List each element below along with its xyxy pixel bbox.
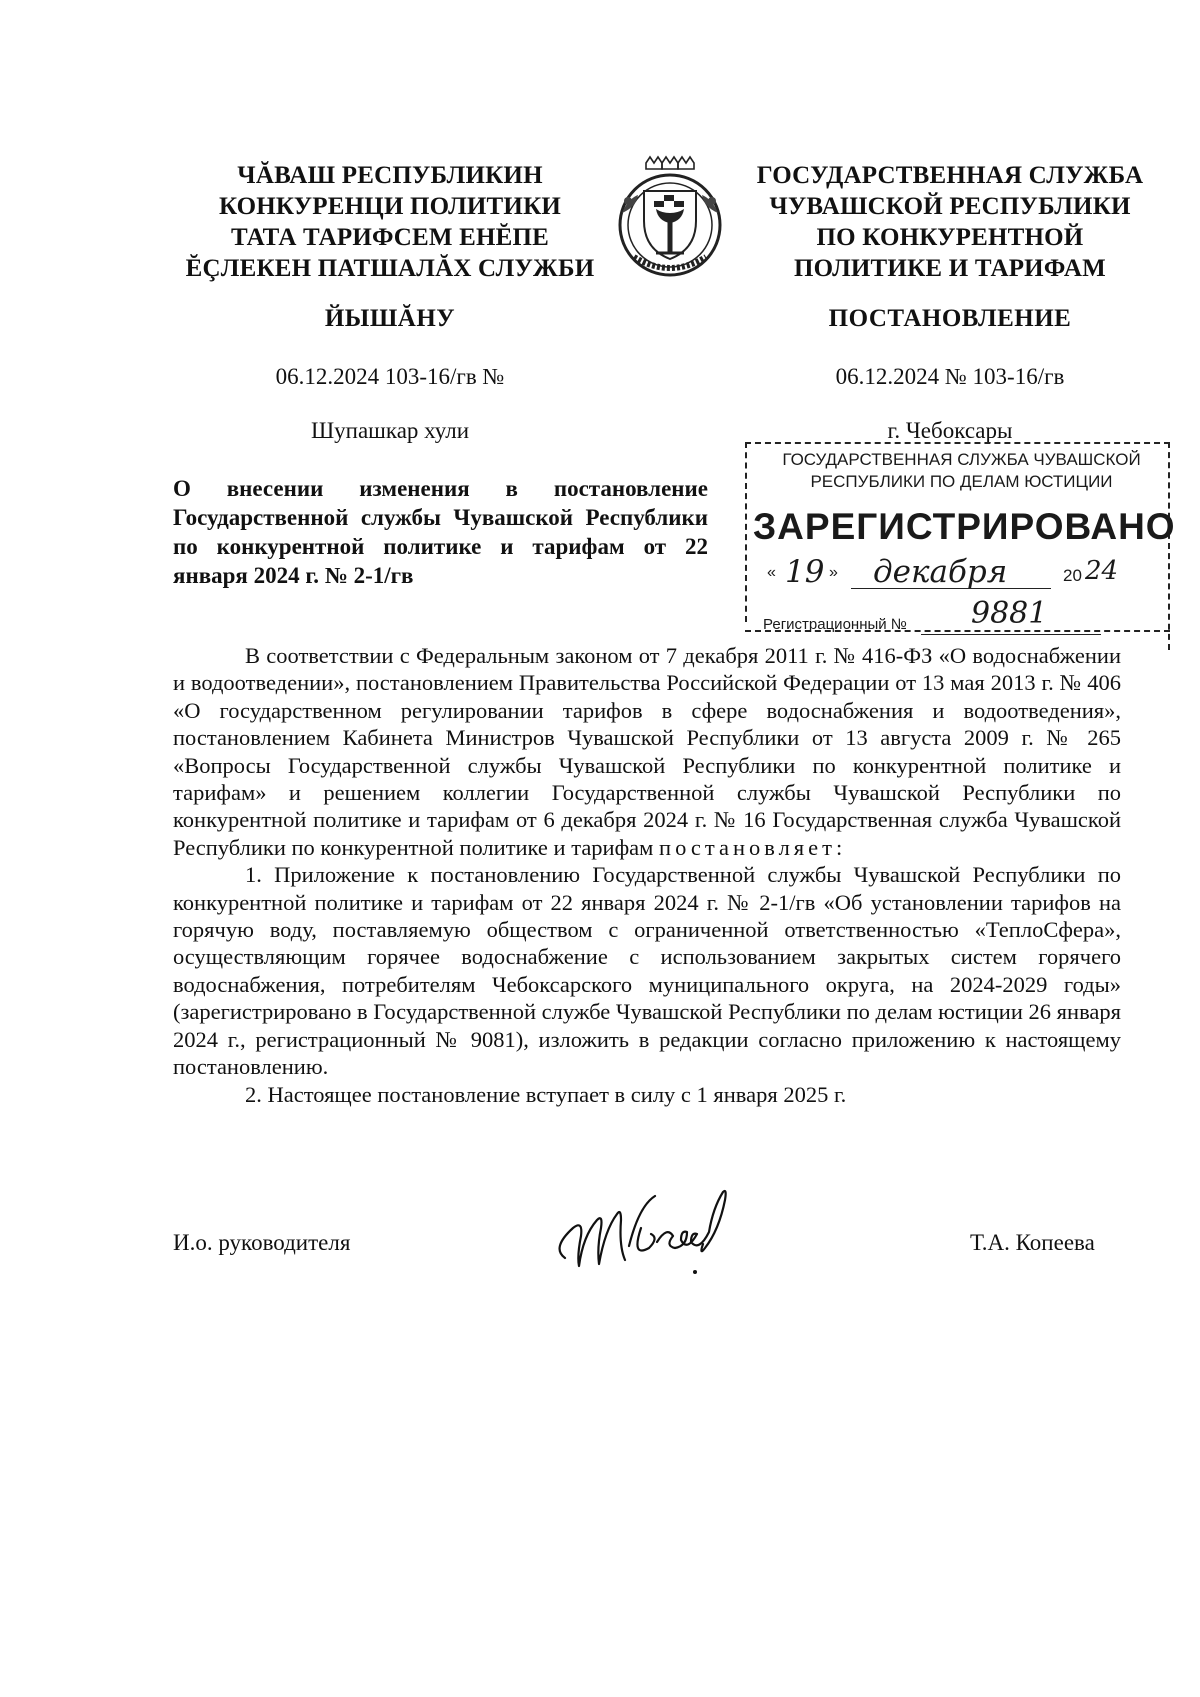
place-right: г. Чебоксары: [887, 418, 1013, 443]
doc-number-right: 06.12.2024 № 103-16/гв: [835, 364, 1065, 389]
chuvash-coat-of-arms-icon: [608, 153, 732, 279]
header-right-russian: [740, 160, 1160, 284]
registration-stamp: [745, 436, 1176, 656]
signatory-name: Т.А. Копеева: [970, 1230, 1095, 1255]
place-left: Шупашкар хули: [310, 418, 470, 443]
header-left-chuvash: [180, 160, 600, 284]
header-right-line: ГОСУДАРСТВЕННАЯ СЛУЖБА: [756, 162, 1144, 189]
doc-number-left: 06.12.2024 103-16/гв №: [275, 364, 505, 389]
stamp-regno-value: 9881: [971, 596, 1048, 631]
signatory-position: И.о. руководителя: [173, 1230, 351, 1255]
document-body: [173, 642, 1121, 1108]
body-paragraph-preamble: [173, 642, 1121, 861]
stamp-border-left: [745, 442, 747, 622]
stamp-border-top: [745, 442, 1170, 444]
stamp-regno-label: Регистрационный №: [763, 616, 907, 633]
preamble-verb: постановляет:: [659, 834, 847, 860]
stamp-org-line2: РЕСПУБЛИКИ ПО ДЕЛАМ ЮСТИЦИИ: [810, 472, 1113, 491]
header-left-line: ТАТА ТАРИФСЕМ ЕНĔПЕ: [231, 224, 549, 251]
header-left-line: ĔÇЛЕКЕН ПАТШАЛĂХ СЛУЖБИ: [185, 255, 595, 282]
handwritten-signature: [545, 1188, 745, 1283]
body-paragraph-1: 1. Приложение к постановлению Государственной службы Чувашской Республики по конкурентной политике и тарифам от 22 января 2024 г. № 2-1/гв «Об установлении тарифов на горячую воду, поставляемую обществом с ограниченной ответственностью «ТеплоСфера», осуществляющим горячее водоснабжение с использованием закрытых систем горячего водоснабжения, потребителям Чебоксарского муниципального округа, на 2024-2029 годы» (зарегистрировано в Государственной службе Чувашской Республики по делам юстиции 26 января 2024 г., регистрационный № 9081), изложить в редакции согласно приложению к настоящему постановлению.: [173, 862, 1121, 1080]
stamp-year-suffix: 24: [1085, 556, 1119, 586]
stamp-regno-line: [921, 634, 1101, 635]
stamp-day: 19: [785, 554, 825, 590]
body-paragraph-2: 2. Настоящее постановление вступает в силу с 1 января 2025 г.: [245, 1081, 847, 1107]
stamp-year-prefix: 20: [1063, 566, 1082, 585]
stamp-date-row: « 19 » декабря 20 24: [767, 554, 1119, 590]
preamble-text: В соответствии с Федеральным законом от 7 декабря 2011 г. № 416-ФЗ «О водоснабжении и водоотведении», постановлением Правительства Российской Федерации от 13 мая 2013 г. № 406 «О государственном регулировании тарифов в сфере водоснабжения и водоотведения», постановлением Кабинета Министров Чувашской Республики от 13 августа 2009 г. № 265 «Вопросы Государственной службы Чувашской Республики по конкурентной политике и тарифам» и решением коллегии Государственной службы Чувашской Республики по конкурентной политике и тарифам от 6 декабря 2024 г. № 16 Государственная служба Чувашской Республики по конкурентной политике и тарифам: [173, 643, 1121, 860]
stamp-org-line1: ГОСУДАРСТВЕННАЯ СЛУЖБА ЧУВАШСКОЙ: [782, 450, 1141, 469]
header-right-line: ПО КОНКУРЕНТНОЙ: [816, 224, 1084, 251]
stamp-month: декабря: [873, 554, 1008, 590]
header-right-line: ПОЛИТИКЕ И ТАРИФАМ: [794, 255, 1106, 282]
document-subject: О внесении изменения в постановление Государственной службы Чувашской Республики по конкурентной политике и тарифам от 22 января 2024 г. № 2-1/гв: [173, 476, 708, 588]
doc-type-left: ЙЫШĂНУ: [324, 305, 456, 332]
header-left-line: ЧĂВАШ РЕСПУБЛИКИН: [237, 162, 543, 189]
stamp-title: ЗАРЕГИСТРИРОВАНО: [753, 506, 1176, 547]
header-left-line: КОНКУРЕНЦИ ПОЛИТИКИ: [218, 193, 562, 220]
header-right-line: ЧУВАШСКОЙ РЕСПУБЛИКИ: [769, 193, 1131, 220]
doc-type-right: ПОСТАНОВЛЕНИЕ: [828, 305, 1072, 332]
